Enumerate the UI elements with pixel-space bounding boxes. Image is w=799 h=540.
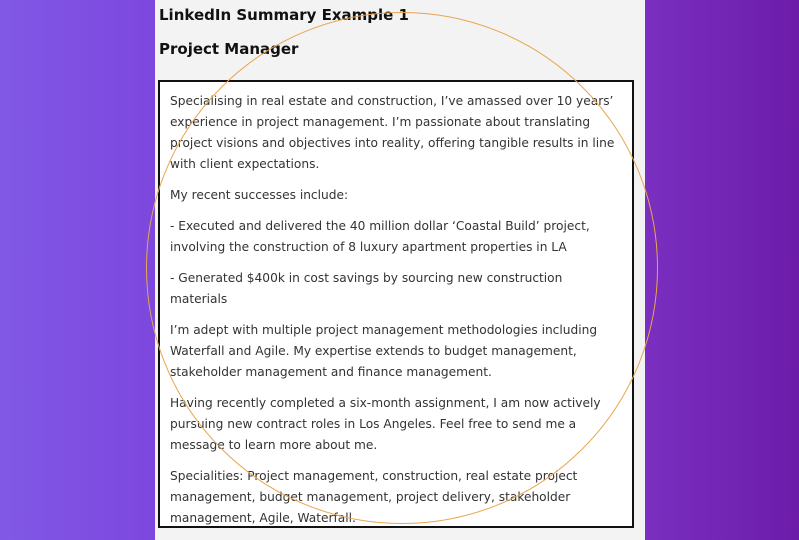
summary-box xyxy=(158,80,634,528)
summary-intro-paragraph: Specialising in real estate and construction, I’ve amassed over 10 years’ experience in project management. I’m passionate about translating project visions and objectives into reality, offering tangible results in line with client expectations. xyxy=(170,94,615,171)
example-title: LinkedIn Summary Example 1 xyxy=(159,6,409,24)
success-item-coastal-build: - Executed and delivered the 40 million dollar ‘Coastal Build’ project, involving the construction of 8 luxury apartment properties in LA xyxy=(170,219,590,254)
successes-heading: My recent successes include: xyxy=(170,188,349,202)
specialities-paragraph: Specialities: Project management, construction, real estate project management, budget management, project delivery, stakeholder management, Agile, Waterfall. xyxy=(170,469,578,525)
document-page xyxy=(155,0,645,540)
background-right-band xyxy=(645,0,799,540)
methodologies-paragraph: I’m adept with multiple project management methodologies including Waterfall and Agile. My expertise extends to budget management, stakeholder management and finance management. xyxy=(170,323,598,379)
role-title: Project Manager xyxy=(159,40,299,58)
availability-paragraph: Having recently completed a six-month assignment, I am now actively pursuing new contract roles in Los Angeles. Feel free to send me a message to learn more about me. xyxy=(170,396,601,452)
background-left-band xyxy=(0,0,155,540)
success-item-cost-savings: - Generated $400k in cost savings by sourcing new construction materials xyxy=(170,271,563,306)
